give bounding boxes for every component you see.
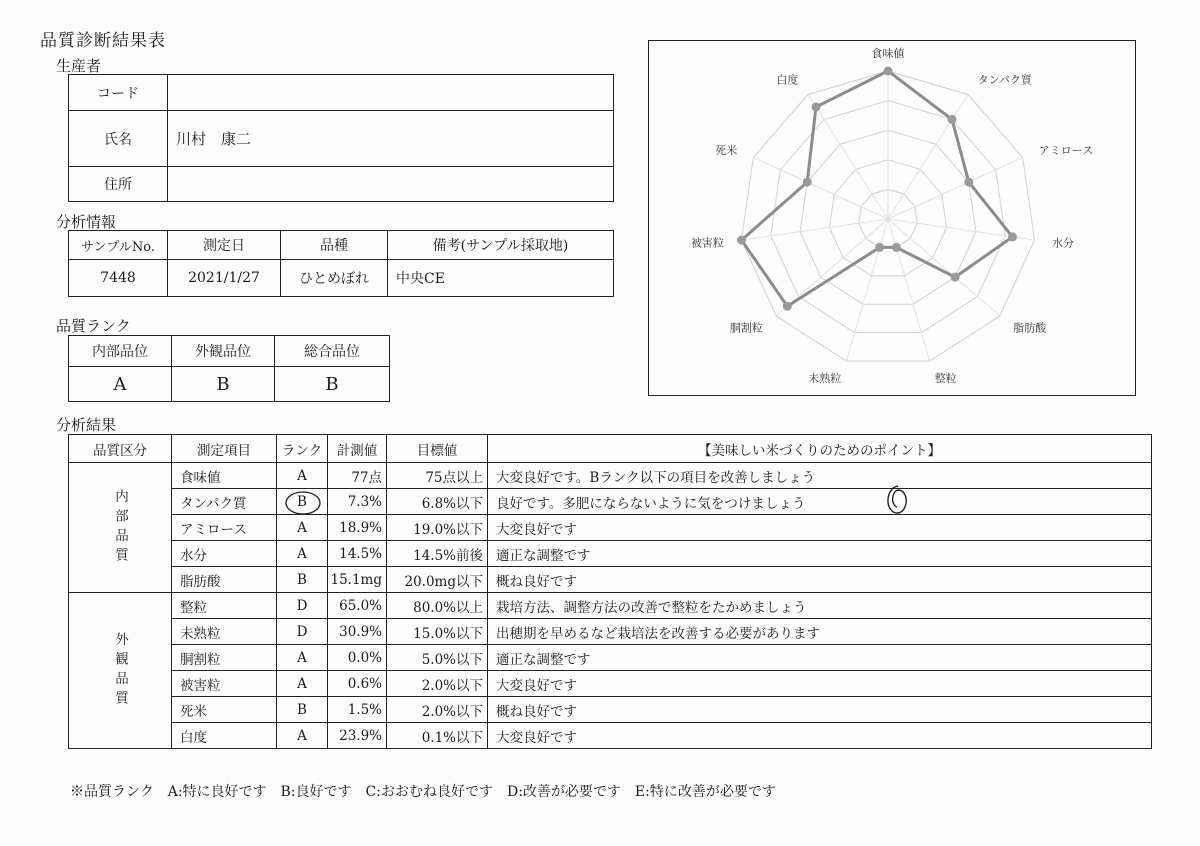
- item-cell: 胴割粒: [172, 645, 277, 671]
- results-table: [68, 434, 1152, 749]
- producer-table: [68, 74, 614, 202]
- handwritten-scribble-mark: [880, 482, 914, 518]
- target-cell: 5.0%以下: [387, 645, 488, 671]
- item-cell: 脂肪酸: [172, 567, 277, 593]
- rank-cell: A: [277, 671, 328, 697]
- radar-point: [803, 178, 812, 187]
- item-header: 測定項目: [172, 435, 277, 463]
- item-cell: 整粒: [172, 593, 277, 619]
- rank-cell: D: [277, 593, 328, 619]
- radar-point: [951, 273, 960, 282]
- radar-axis-label: 胴割粒: [729, 321, 763, 335]
- advice-cell: 概ね良好です: [488, 697, 1152, 723]
- target-cell: 2.0%以下: [387, 671, 488, 697]
- value-cell: 0.0%: [328, 645, 387, 671]
- radar-axis-label: 水分: [1052, 236, 1075, 250]
- table-row: [69, 593, 1152, 619]
- item-cell: タンパク質: [172, 489, 277, 515]
- internal-grade-value: A: [69, 367, 172, 402]
- advice-cell: 出穂期を早めるなど栽培法を改善する必要があります: [488, 619, 1152, 645]
- target-cell: 75点以上: [387, 463, 488, 489]
- advice-cell: 大変良好です: [488, 723, 1152, 749]
- advice-cell: 大変良好です。Bランク以下の項目を改善しましょう: [488, 463, 1152, 489]
- date-value: 2021/1/27: [168, 260, 281, 297]
- table-row: [69, 671, 1152, 697]
- radar-point: [892, 243, 901, 252]
- radar-point: [1008, 232, 1017, 241]
- table-row: [69, 645, 1152, 671]
- item-cell: 白度: [172, 723, 277, 749]
- value-cell: 14.5%: [328, 541, 387, 567]
- target-cell: 15.0%以下: [387, 619, 488, 645]
- radar-point: [948, 115, 957, 124]
- advice-cell: 大変良好です: [488, 515, 1152, 541]
- value-cell: 23.9%: [328, 723, 387, 749]
- footnote: ※品質ランク A:特に良好です B:良好です C:おおむね良好です D:改善が必要です E:特に改善が必要です: [70, 784, 776, 800]
- name-value: 川村 康二: [168, 111, 614, 167]
- radar-point: [783, 302, 792, 311]
- item-cell: 未熟粒: [172, 619, 277, 645]
- code-label: コード: [69, 75, 168, 111]
- table-row: [69, 697, 1152, 723]
- radar-chart: [648, 40, 1136, 396]
- advice-cell: 適正な調整です: [488, 645, 1152, 671]
- table-row: [69, 463, 1152, 489]
- table-row: [69, 723, 1152, 749]
- item-cell: 死米: [172, 697, 277, 723]
- radar-axis-label: 食味値: [871, 47, 905, 61]
- advice-cell: 概ね良好です: [488, 567, 1152, 593]
- variety-value: ひとめぼれ: [281, 260, 388, 297]
- group-internal-quality: 内部品質: [69, 463, 172, 593]
- measured-header: 計測値: [328, 435, 387, 463]
- radar-point: [811, 102, 820, 111]
- overall-grade-value: B: [275, 367, 390, 402]
- item-cell: 被害粒: [172, 671, 277, 697]
- item-cell: 食味値: [172, 463, 277, 489]
- target-cell: 0.1%以下: [387, 723, 488, 749]
- rank-cell: B: [277, 489, 328, 515]
- sample-no-header: サンプルNo.: [69, 231, 168, 260]
- remarks-header: 備考(サンプル採取地): [388, 231, 614, 260]
- rank-header: ランク: [277, 435, 328, 463]
- advice-cell: 栽培方法、調整方法の改善で整粒をたかめましょう: [488, 593, 1152, 619]
- group-appearance-quality: 外観品質: [69, 593, 172, 749]
- analysis-info-table: [68, 230, 614, 297]
- rank-cell: A: [277, 645, 328, 671]
- value-cell: 18.9%: [328, 515, 387, 541]
- value-cell: 77点: [328, 463, 387, 489]
- radar-chart-svg: [649, 41, 1135, 395]
- table-row: [69, 567, 1152, 593]
- name-label: 氏名: [69, 111, 168, 167]
- value-cell: 0.6%: [328, 671, 387, 697]
- address-value: [168, 167, 614, 202]
- radar-axis-label: 被害粒: [690, 236, 724, 250]
- radar-series-line: [742, 71, 1013, 306]
- internal-grade-header: 内部品位: [69, 336, 172, 367]
- table-row: [69, 515, 1152, 541]
- target-cell: 14.5%前後: [387, 541, 488, 567]
- value-cell: 7.3%: [328, 489, 387, 515]
- radar-point: [964, 178, 973, 187]
- producer-section-label: 生産者: [56, 57, 102, 75]
- quality-rank-section-label: 品質ランク: [56, 317, 131, 335]
- advice-cell: 良好です。多肥にならないように気をつけましょう: [488, 489, 1152, 515]
- appearance-grade-header: 外観品位: [172, 336, 275, 367]
- date-header: 測定日: [168, 231, 281, 260]
- page-title: 品質診断結果表: [40, 31, 166, 51]
- appearance-grade-value: B: [172, 367, 275, 402]
- code-value: [168, 75, 614, 111]
- table-row: [69, 541, 1152, 567]
- target-cell: 80.0%以上: [387, 593, 488, 619]
- quality-rank-table: [68, 335, 390, 402]
- radar-axis-label: 脂肪酸: [1013, 321, 1047, 335]
- rank-cell: A: [277, 723, 328, 749]
- rank-cell: A: [277, 515, 328, 541]
- target-header: 目標値: [387, 435, 488, 463]
- category-header: 品質区分: [69, 435, 172, 463]
- item-cell: アミロース: [172, 515, 277, 541]
- radar-point: [884, 67, 893, 76]
- results-section-label: 分析結果: [56, 416, 117, 434]
- analysis-info-section-label: 分析情報: [56, 213, 117, 231]
- rank-cell: D: [277, 619, 328, 645]
- rank-cell: B: [277, 567, 328, 593]
- radar-axis-label: 未熟粒: [808, 372, 842, 386]
- radar-axis-label: 整粒: [934, 372, 957, 386]
- value-cell: 65.0%: [328, 593, 387, 619]
- target-cell: 2.0%以下: [387, 697, 488, 723]
- radar-axis-label: アミロース: [1038, 144, 1094, 158]
- rank-cell: A: [277, 463, 328, 489]
- radar-point: [737, 236, 746, 245]
- sample-no-value: 7448: [69, 260, 168, 297]
- advice-cell: 適正な調整です: [488, 541, 1152, 567]
- value-cell: 1.5%: [328, 697, 387, 723]
- value-cell: 15.1mg: [328, 567, 387, 593]
- remarks-value: 中央CE: [388, 260, 614, 297]
- variety-header: 品種: [281, 231, 388, 260]
- advice-cell: 大変良好です: [488, 671, 1152, 697]
- radar-axis-line: [888, 219, 930, 361]
- table-row: [69, 489, 1152, 515]
- radar-axis-label: 死米: [715, 144, 738, 158]
- table-row: [69, 619, 1152, 645]
- address-label: 住所: [69, 167, 168, 202]
- target-cell: 20.0mg以下: [387, 567, 488, 593]
- item-cell: 水分: [172, 541, 277, 567]
- radar-axis-label: 白度: [776, 73, 799, 87]
- handwritten-circle-mark: [283, 489, 323, 517]
- rank-cell: B: [277, 697, 328, 723]
- radar-axis-line: [846, 219, 888, 361]
- radar-axis-label: タンパク質: [977, 73, 1032, 87]
- overall-grade-header: 総合品位: [275, 336, 390, 367]
- radar-point: [875, 243, 884, 252]
- value-cell: 30.9%: [328, 619, 387, 645]
- rank-cell: A: [277, 541, 328, 567]
- target-cell: 19.0%以下: [387, 515, 488, 541]
- advice-header: 【美味しい米づくりのためのポイント】: [488, 435, 1152, 463]
- target-cell: 6.8%以下: [387, 489, 488, 515]
